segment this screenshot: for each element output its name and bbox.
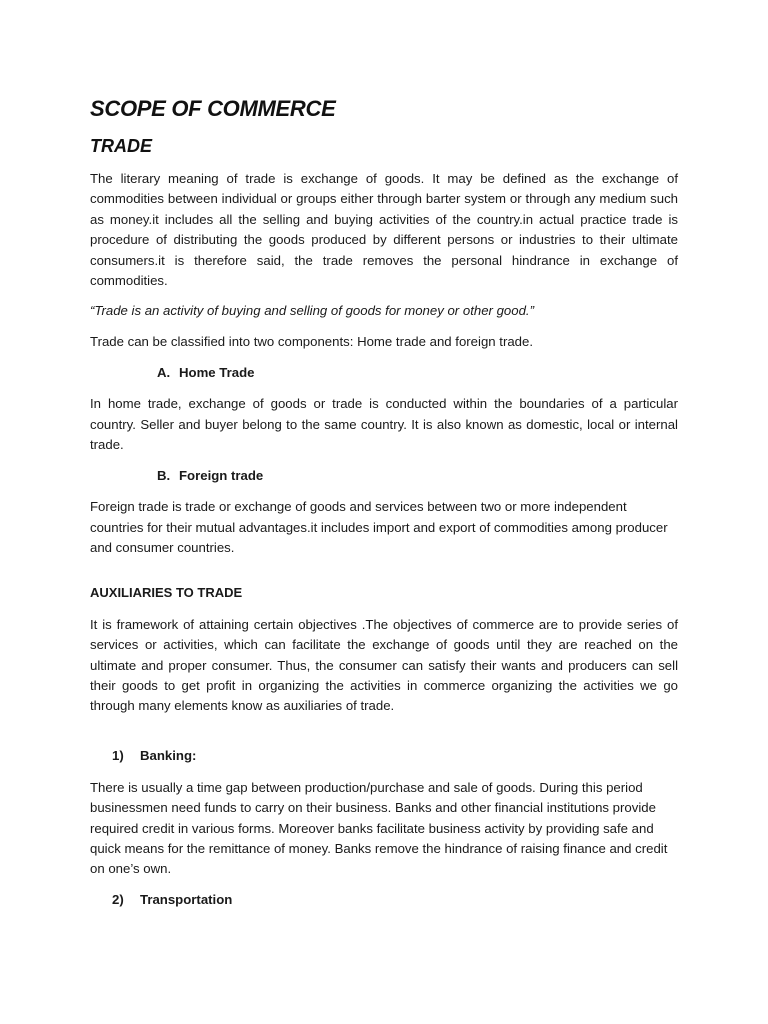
transportation-heading-label: Transportation — [140, 891, 233, 907]
document-title: SCOPE OF COMMERCE — [90, 96, 336, 121]
auxiliaries-paragraph: It is framework of attaining certain objectives .The objectives of commerce are to provide series of services or activities, which can facilitate the exchange of goods until they are reached on the ultimate and proper consumer. Thus, the consumer can satisfy their wants and producers can sell their goods to get profit in organizing the activities in commerce organizing the activities we go through many elements know as auxiliaries of trade. — [90, 616, 678, 714]
foreign-trade-heading-label: Foreign trade — [179, 468, 264, 484]
foreign-trade-heading — [157, 466, 678, 486]
list-marker: A. — [157, 365, 171, 381]
home-trade-heading-label: Home Trade — [179, 365, 255, 381]
home-trade-heading — [157, 363, 678, 383]
trade-classification-paragraph: Trade can be classified into two components: Home trade and foreign trade. — [90, 333, 534, 349]
banking-heading-label: Banking: — [140, 747, 197, 763]
auxiliaries-heading: AUXILIARIES TO TRADE — [90, 584, 243, 600]
home-trade-paragraph: In home trade, exchange of goods or trade is conducted within the boundaries of a particular country. Seller and buyer belong to the same country. It is also known as domestic, local or internal trade. — [90, 396, 678, 453]
list-marker: 2) — [112, 891, 124, 907]
document-page — [90, 94, 678, 910]
section-title-trade: TRADE — [90, 136, 152, 156]
banking-paragraph: There is usually a time gap between production/purchase and sale of goods. During this period businessmen need funds to carry on their business. Banks and other financial institutions provide required credit in various forms. Moreover banks facilitate business activity by providing safe and quick means for the remittance of money. Banks remove the hindrance of raising finance and credit on one’s own. — [90, 779, 668, 877]
trade-quote: “Trade is an activity of buying and selling of goods for money or other good.” — [90, 303, 534, 319]
trade-definition-paragraph: The literary meaning of trade is exchange of goods. It may be defined as the exchange of commodities between individual or groups either through barter system or through any medium such as money.it includes all the selling and buying activities of the country.in actual practice trade is procedure of distributing the goods produced by different persons or industries to their ultimate consumers.it is therefore said, the trade removes the personal hindrance in exchange of commodities. — [90, 171, 678, 289]
list-marker: 1) — [112, 747, 124, 763]
list-marker: B. — [157, 468, 171, 484]
transportation-heading — [112, 890, 678, 910]
banking-heading — [112, 746, 678, 766]
foreign-trade-paragraph: Foreign trade is trade or exchange of goods and services between two or more independent countries for their mutual advantages.it includes import and export of commodities among producer and consumer countries. — [90, 499, 668, 556]
